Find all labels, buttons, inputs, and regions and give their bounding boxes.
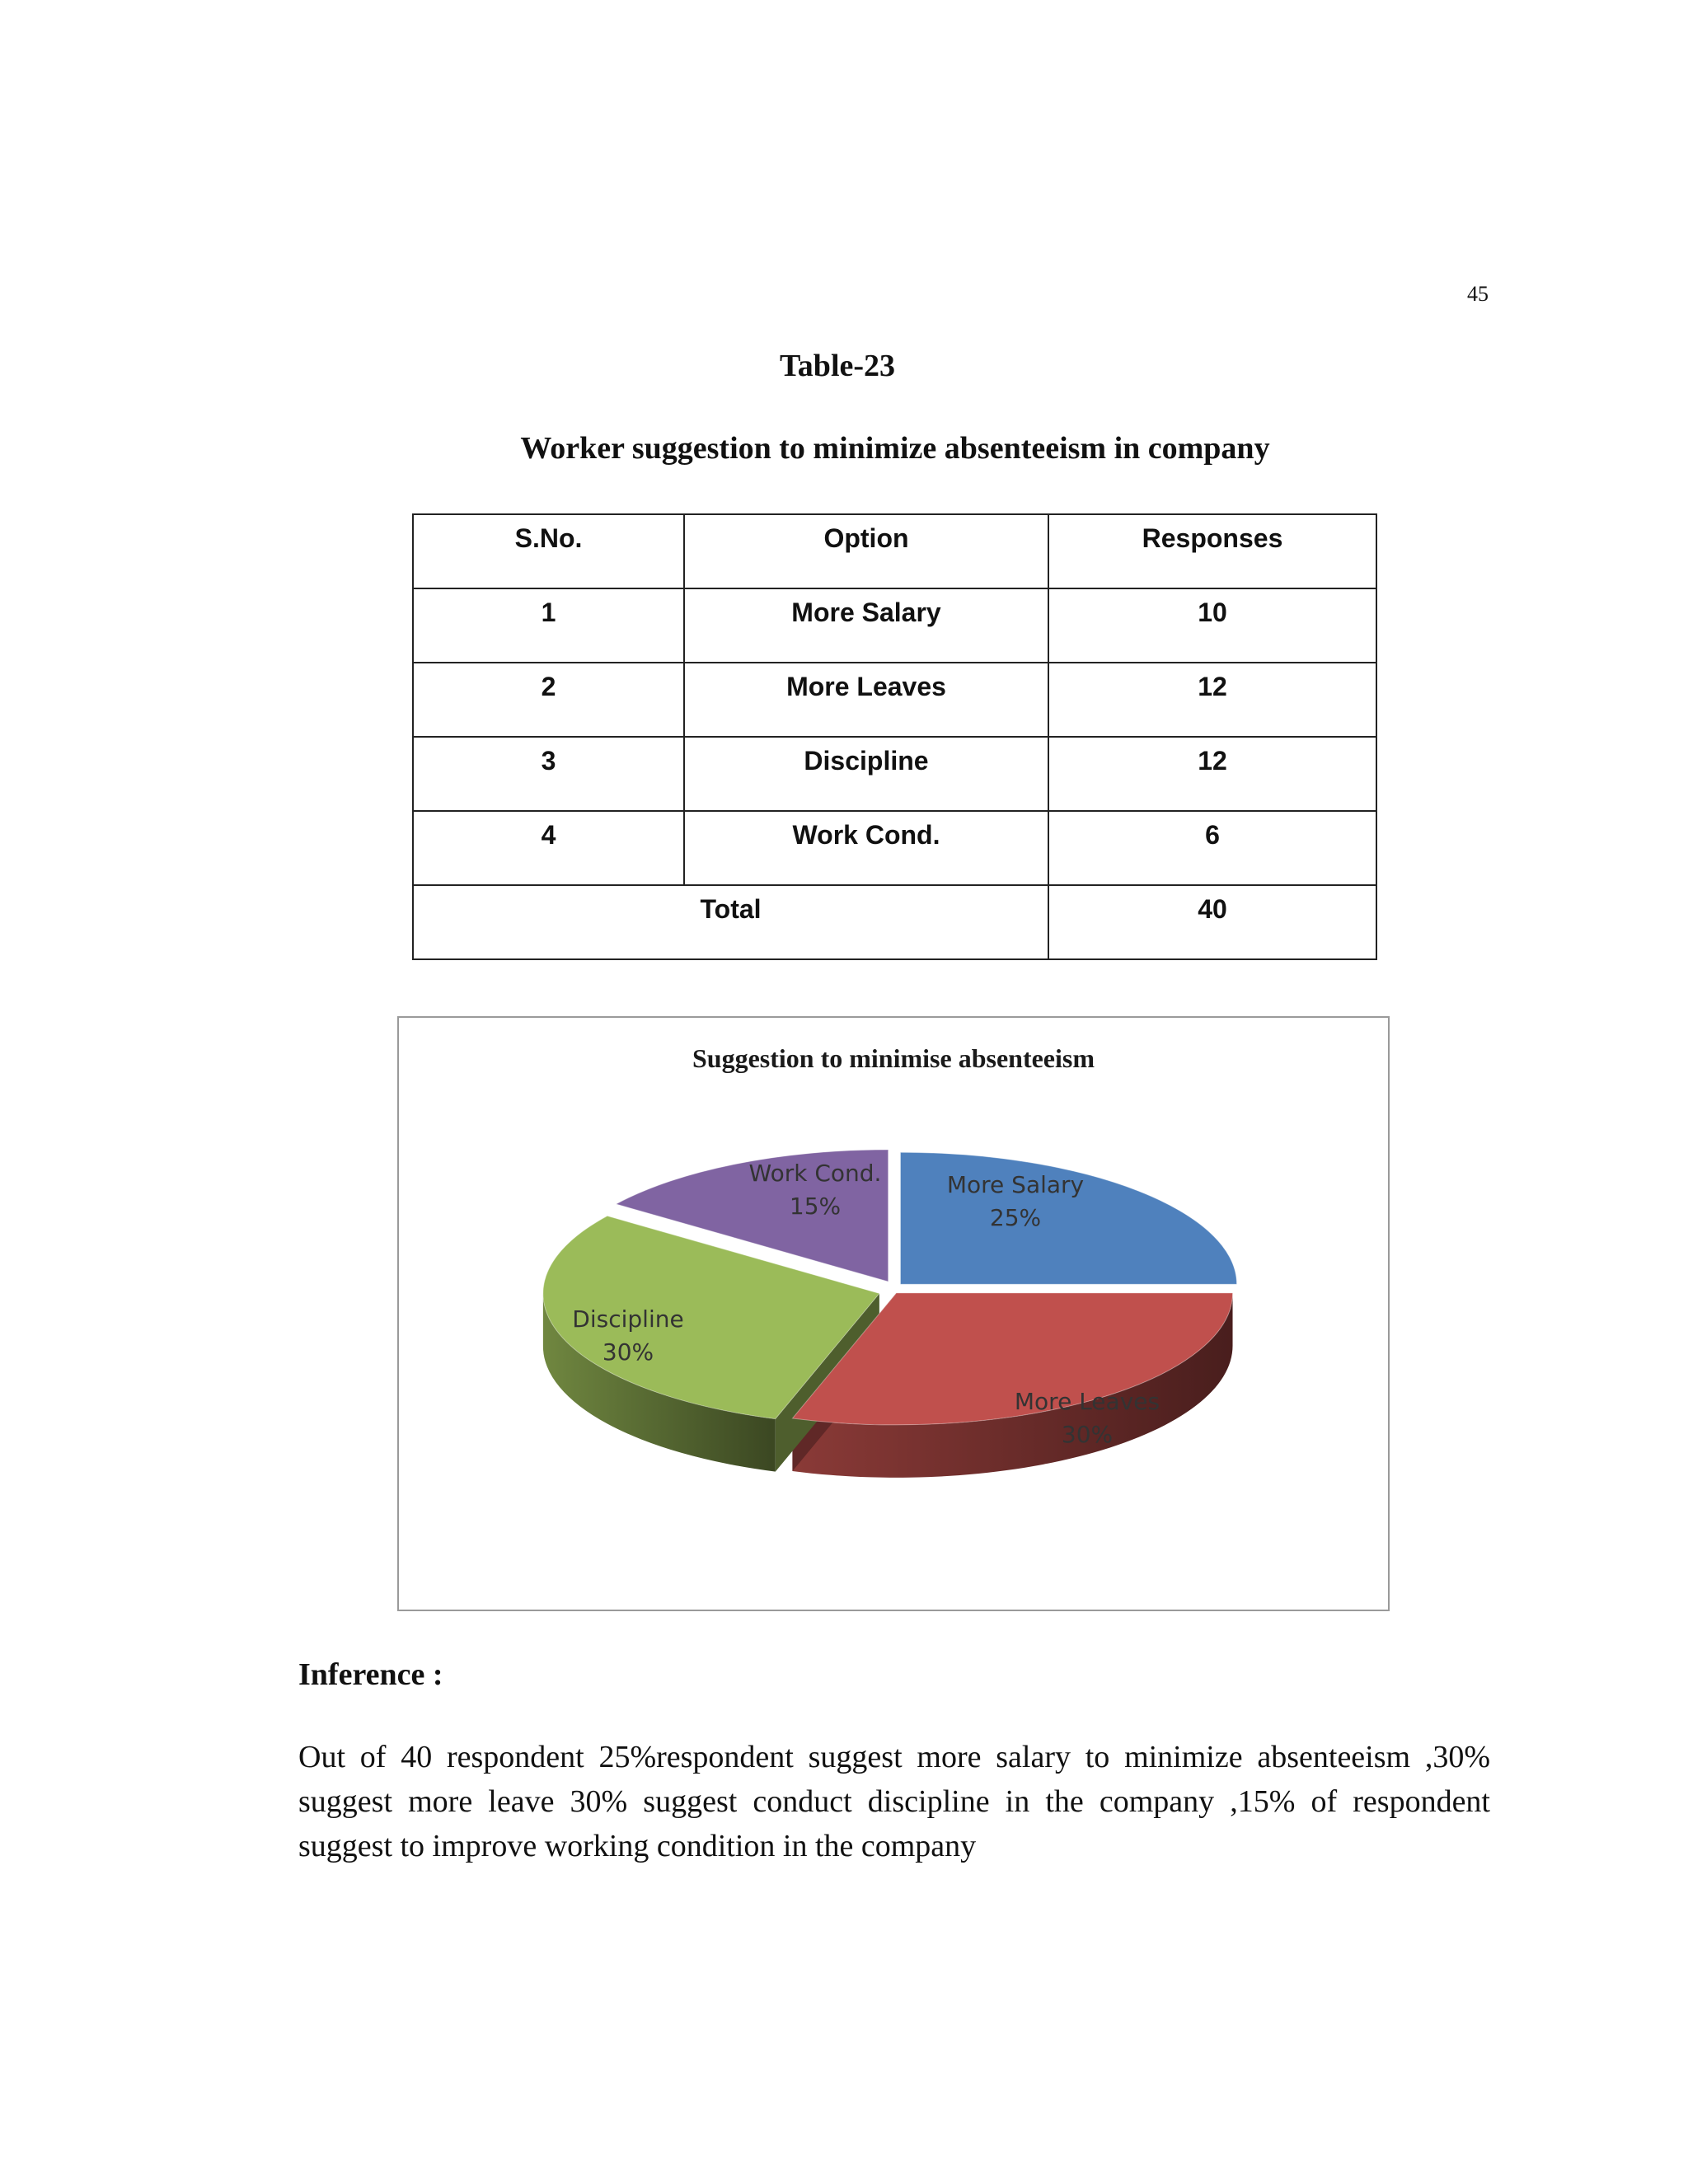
- header-responses: Responses: [1048, 514, 1376, 588]
- pie-value-label: 30%: [602, 1338, 654, 1366]
- pie-chart: [397, 1016, 1390, 1611]
- cell-sno: 2: [413, 663, 684, 737]
- total-value: 40: [1048, 885, 1376, 959]
- cell-sno: 4: [413, 811, 684, 885]
- inference-paragraph: Out of 40 respondent 25%respondent suggest more salary to minimize absenteeism ,30% suggest more leave 30% suggest conduct discipline in the company ,15% of respondent suggest to improve working condition in the company: [298, 1740, 1490, 1863]
- cell-option: More Salary: [684, 588, 1048, 663]
- cell-responses: 12: [1048, 663, 1376, 737]
- total-label: Total: [413, 885, 1048, 959]
- cell-responses: 12: [1048, 737, 1376, 811]
- pie-slices: [543, 1150, 1237, 1425]
- responses-table: [412, 513, 1377, 960]
- cell-sno: 3: [413, 737, 684, 811]
- cell-option: More Leaves: [684, 663, 1048, 737]
- table-row: [413, 663, 1376, 737]
- cell-option: Discipline: [684, 737, 1048, 811]
- cell-option: Work Cond.: [684, 811, 1048, 885]
- table-caption: Worker suggestion to minimize absenteeism in company: [520, 431, 1270, 466]
- inference-heading: Inference :: [298, 1657, 443, 1692]
- chart-title: Suggestion to minimise absenteeism: [692, 1043, 1095, 1073]
- header-sno: S.No.: [413, 514, 684, 588]
- table-row: [413, 737, 1376, 811]
- pie-label: Discipline: [572, 1305, 684, 1333]
- pie-value-label: 15%: [789, 1193, 842, 1220]
- pie-label: More Salary: [946, 1171, 1085, 1198]
- table-row: [413, 588, 1376, 663]
- pie-label: More Leaves: [1014, 1388, 1160, 1415]
- cell-sno: 1: [413, 588, 684, 663]
- pie-label: Work Cond.: [748, 1160, 882, 1187]
- page-number: 45: [1467, 282, 1489, 306]
- pie-value-label: 25%: [989, 1204, 1042, 1231]
- table-total-row: [413, 885, 1376, 959]
- header-option: Option: [684, 514, 1048, 588]
- cell-responses: 10: [1048, 588, 1376, 663]
- table-title: Table-23: [779, 349, 896, 383]
- pie-value-label: 30%: [1061, 1421, 1114, 1448]
- cell-responses: 6: [1048, 811, 1376, 885]
- table-row: [413, 811, 1376, 885]
- table-header-row: [413, 514, 1376, 588]
- pie-chart-svg: [399, 1018, 1388, 1610]
